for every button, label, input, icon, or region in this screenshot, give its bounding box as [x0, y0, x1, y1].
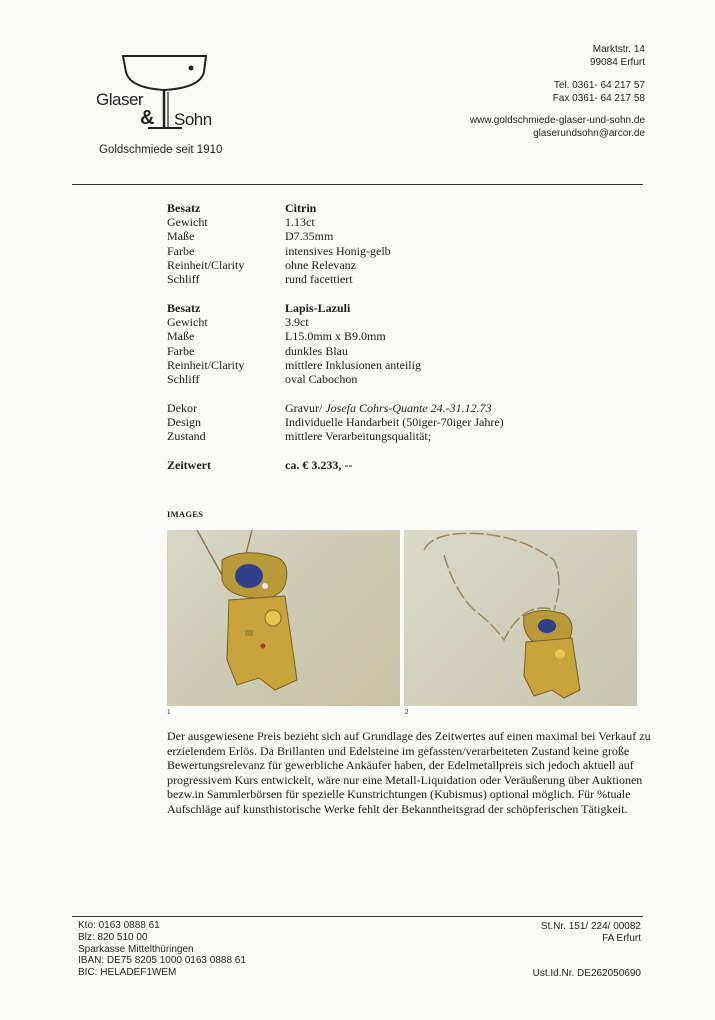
image-caption-2: 2 [405, 708, 409, 716]
address-block [590, 43, 645, 69]
company-logo [96, 52, 226, 142]
spec-row: Besatz Citrin [167, 201, 317, 215]
images-label: IMAGES [167, 509, 204, 519]
spec-row: Zustand mittlere Verarbeitungsqualität; [167, 429, 432, 444]
spec-row: Design Individuelle Handarbeit (50iger-70iger Jahre) [167, 415, 504, 430]
valuation-note: Der ausgewiesene Preis bezieht sich auf Grundlage des Zeitwertes auf einen maximal bei Verkauf zu erzielendem Erlös. Da Brillanten und Edelsteine im gefassten/verarbeiteten Zustand keine große Bewertungsrelevanz für gewerbliche Ankäufer haben, der Edelmetallpreis sich jedoch aktuell auf progressivem Kurs entwickelt, wäre nur eine Metall-Liquidation oder Veräußerung über Auktionen bezw.in Sammlerbörsen für spezielle Kunstrichtungen (Kubismus) optional möglich. Für %tuale Aufschläge auf kunsthistorische Werke fehlt der Bekanntheitsgrad der schöpferischen Tätigkeit. [167, 729, 651, 816]
logo-name-top: Glaser [96, 90, 144, 109]
pendant-photo-2 [404, 530, 637, 706]
fax: Fax 0361- 64 217 58 [552, 93, 645, 104]
street: Marktstr. 14 [592, 44, 645, 55]
phone-block [553, 79, 645, 105]
spec-row: Besatz Lapis-Lazuli [167, 301, 351, 315]
spec-row: Dekor Gravur/ Josefa Cohrs-Quante 24.-31.12.73 [167, 401, 492, 415]
tax-office: FA Erfurt [602, 932, 641, 944]
image-caption-1: 1 [167, 708, 171, 716]
spec-row: Schliff oval Cabochon [167, 372, 358, 387]
spec-row: Gewicht 3.9ct [167, 315, 309, 330]
spec-row: Reinheit/Clarity ohne Relevanz [167, 257, 356, 272]
tagline: Goldschmiede seit 1910 [99, 144, 223, 156]
logo-name-bottom: Sohn [174, 110, 212, 129]
vat-id: Ust.Id.Nr. DE262050690 [532, 968, 641, 979]
spec-row: Schliff rund facettiert [167, 272, 353, 287]
spec-row: Farbe dunkles Blau [167, 343, 348, 358]
logo-ampersand: & [140, 107, 154, 129]
zeitwert-row [167, 458, 585, 472]
bank-code: Blz: 820 510 00 [78, 931, 148, 943]
footer-divider [72, 916, 643, 917]
website[interactable]: www.goldschmiede-glaser-und-sohn.de [469, 115, 645, 126]
zeitwert-value: ca. € 3.233, -- [285, 458, 353, 472]
city: 99084 Erfurt [589, 57, 645, 68]
account-number: Kto: 0163 0888 61 [78, 920, 160, 931]
pendant-photo-1 [167, 530, 400, 706]
pendant-chain-image [404, 530, 637, 706]
spec-row: Farbe intensives Honig-gelb [167, 243, 391, 258]
email[interactable]: glaserundsohn@arcor.de [533, 128, 645, 139]
spec-row: Maße D7.35mm [167, 229, 334, 244]
spec-row: Maße L15.0mm x B9.0mm [167, 329, 386, 344]
spec-row: Reinheit/Clarity mittlere Inklusionen anteilig [167, 357, 421, 372]
contact-block [470, 114, 645, 140]
header-divider [72, 184, 643, 185]
stone2-table [167, 301, 585, 386]
bank-name: Sparkasse Mittelthüringen [78, 943, 194, 955]
iban: IBAN: DE75 8205 1000 0163 0888 61 [78, 955, 246, 967]
stone1-table [167, 201, 585, 286]
spec-row: Gewicht 1.13ct [167, 215, 315, 230]
bank-details [78, 920, 246, 979]
pendant-closeup-image [167, 530, 400, 706]
details-table [167, 401, 585, 444]
tax-details [541, 921, 641, 945]
bic: BIC: HELADEF1WEM [78, 967, 177, 979]
tax-number: St.Nr. 151/ 224/ 00082 [540, 921, 641, 932]
tel: Tel. 0361- 64 217 57 [553, 80, 645, 91]
zeitwert-label: Zeitwert [167, 458, 211, 472]
